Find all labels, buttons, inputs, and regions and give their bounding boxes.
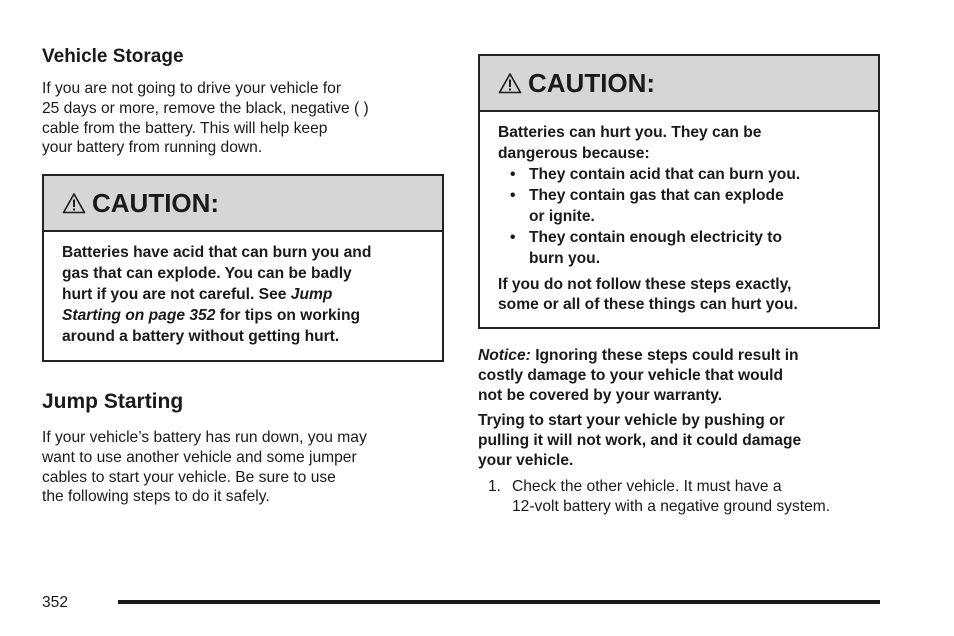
caution-text-part: for tips on working around a battery without getting hurt. xyxy=(62,307,361,345)
bullet-item: • They contain acid that can burn you. xyxy=(498,164,860,185)
vehicle-storage-text: If you are not going to drive your vehicle for 25 days or more, remove the black, negative ( ) cable from the battery. This will help keep your battery from running down. xyxy=(42,80,369,157)
caution-title: CAUTION: xyxy=(528,67,656,98)
caution-header xyxy=(44,176,442,232)
caution-box-acid xyxy=(42,174,444,362)
caution-box-batteries xyxy=(478,54,880,329)
trying-warning-text: Trying to start your vehicle by pushing or pulling it will not work, and it could damage your vehicle. xyxy=(478,412,802,469)
step-item xyxy=(488,477,898,517)
caution-body xyxy=(480,112,878,315)
caution-body xyxy=(44,232,442,347)
warning-triangle-icon xyxy=(498,72,522,94)
step-number: 1. xyxy=(488,478,502,495)
notice-text: Ignoring these steps could result in costly damage to your vehicle that would not be covered by your warranty. xyxy=(478,347,799,404)
vehicle-storage-heading: Vehicle Storage xyxy=(42,46,184,67)
jump-starting-text: If your vehicle’s battery has run down, you may want to use another vehicle and some jumper cables to start your vehicle. Be sure to use the following steps to do it safely. xyxy=(42,429,367,506)
bullet-item: • They contain gas that can explode or ignite. xyxy=(498,185,860,227)
footer-rule xyxy=(118,600,880,604)
warning-triangle-icon xyxy=(62,192,86,214)
step-text: Check the other vehicle. It must have a 12-volt battery with a negative ground system. xyxy=(512,478,831,515)
caution-text xyxy=(62,242,424,347)
caution-intro: Batteries can hurt you. They can be dangerous because: xyxy=(498,124,762,162)
notice-label: Notice: xyxy=(478,347,531,364)
caution-header xyxy=(480,56,878,112)
bullet-item: • They contain enough electricity to burn you. xyxy=(498,227,860,269)
caution-title: CAUTION: xyxy=(92,187,220,218)
notice-paragraph xyxy=(478,346,898,405)
cross-reference-link[interactable]: Jump Starting on page 352 xyxy=(62,286,333,324)
caution-bullet-list xyxy=(498,164,860,269)
jump-starting-heading: Jump Starting xyxy=(42,390,184,413)
page-number: 352 xyxy=(42,594,69,611)
caution-outro: If you do not follow these steps exactly, some or all of these things can hurt you. xyxy=(498,276,798,313)
caution-text-part: Batteries have acid that can burn you and gas that can explode. You can be badly hurt if you are not careful. See xyxy=(62,244,372,303)
